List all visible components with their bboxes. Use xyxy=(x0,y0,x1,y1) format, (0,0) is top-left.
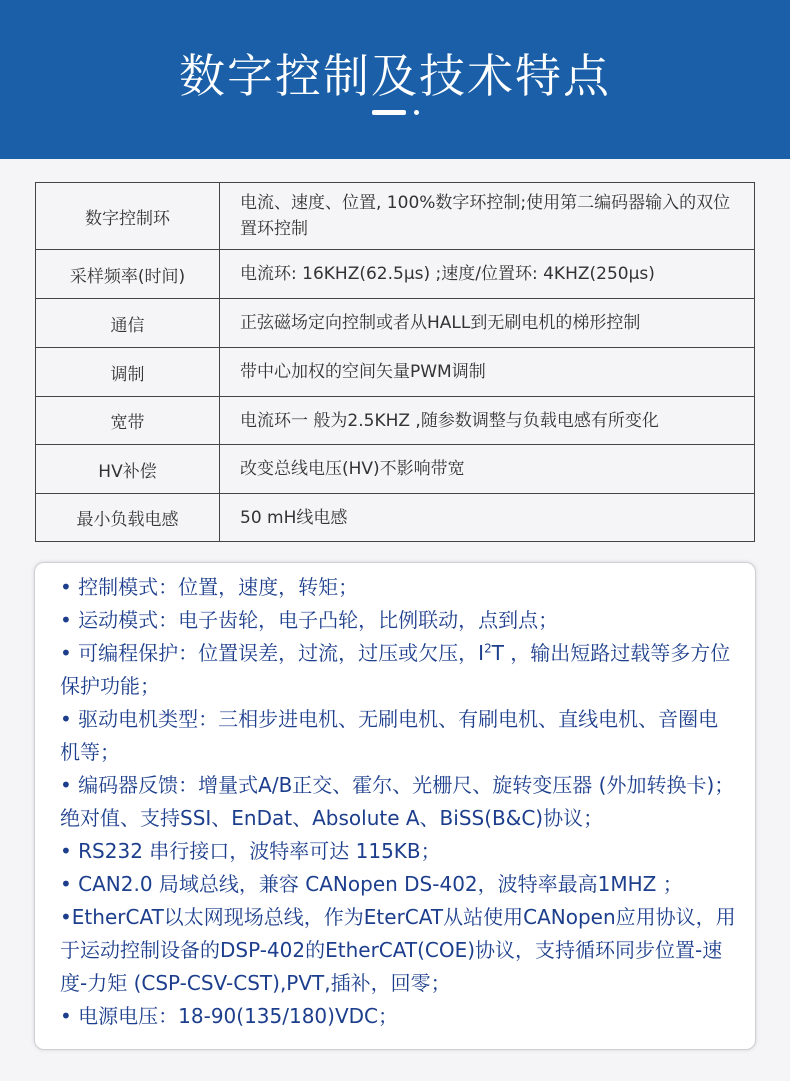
header-banner xyxy=(0,0,790,159)
spec-value: 电流、速度、位置, 100%数字环控制;使用第二编码器输入的双位置环控制 xyxy=(220,183,755,250)
spec-label: 最小负载电感 xyxy=(36,494,220,542)
underline-dot xyxy=(414,110,419,115)
feature-item: • 电源电压：18-90(135/180)VDC； xyxy=(60,1004,399,1028)
feature-item xyxy=(60,637,737,703)
feature-text: • 可编程保护：位置误差，过流，过压或欠压，I xyxy=(60,641,485,665)
features-box xyxy=(34,562,756,1050)
superscript-two: 2 xyxy=(484,641,492,656)
feature-item: • 控制模式：位置，速度，转矩； xyxy=(60,575,359,599)
spec-table xyxy=(35,182,755,542)
spec-value: 带中心加权的空间矢量PWM调制 xyxy=(220,348,755,397)
feature-item: • 驱动电机类型：三相步进电机、无刷电机、有刷电机、直线电机、音圈电机等； xyxy=(60,707,719,764)
spec-value: 电流环: 16KHZ(62.5μs) ;速度/位置环: 4KHZ(250μs) xyxy=(220,250,755,299)
feature-item: • 编码器反馈：增量式A/B正交、霍尔、光栅尺、旋转变压器 (外加转换卡)； 绝对值、支持SSI、EnDat、Absolute A、BiSS(B&C)协议； xyxy=(60,773,735,830)
table-row xyxy=(36,299,755,348)
page-title: 数字控制及技术特点 xyxy=(179,49,611,103)
spec-label: 数字控制环 xyxy=(36,183,220,250)
feature-item: • 运动模式：电子齿轮，电子凸轮，比例联动，点到点； xyxy=(60,608,559,632)
spec-value: 电流环一 般为2.5KHZ ,随参数调整与负载电感有所变化 xyxy=(220,397,755,445)
feature-item: • CAN2.0 局域总线，兼容 CANopen DS-402，波特率最高1MHZ ； xyxy=(60,872,683,896)
spec-label: 采样频率(时间) xyxy=(36,250,220,299)
spec-label: 通信 xyxy=(36,299,220,348)
spec-value: 改变总线电压(HV)不影响带宽 xyxy=(220,445,755,494)
table-row xyxy=(36,494,755,542)
features-list xyxy=(60,571,737,1033)
spec-value: 50 mH线电感 xyxy=(220,494,755,542)
spec-label: 调制 xyxy=(36,348,220,397)
table-row xyxy=(36,250,755,299)
spec-label: HV补偿 xyxy=(36,445,220,494)
table-row xyxy=(36,183,755,250)
table-row xyxy=(36,348,755,397)
feature-item: • RS232 串行接口，波特率可达 115KB； xyxy=(60,839,441,863)
underline-bar xyxy=(372,110,406,115)
table-row xyxy=(36,397,755,445)
feature-item: •EtherCAT以太网现场总线，作为EterCAT从站使用CANopen应用协议，用于运动控制设备的DSP-402的EtherCAT(COE)协议，支持循环同步位置-速度-力矩 (CSP-CSV-CST),PVT,插补，回零； xyxy=(60,905,736,995)
spec-label: 宽带 xyxy=(36,397,220,445)
table-row xyxy=(36,445,755,494)
feature-text: T ，输出短路过载等多方位保护功能； xyxy=(60,641,731,698)
spec-value: 正弦磁场定向控制或者从HALL到无刷电机的梯形控制 xyxy=(220,299,755,348)
